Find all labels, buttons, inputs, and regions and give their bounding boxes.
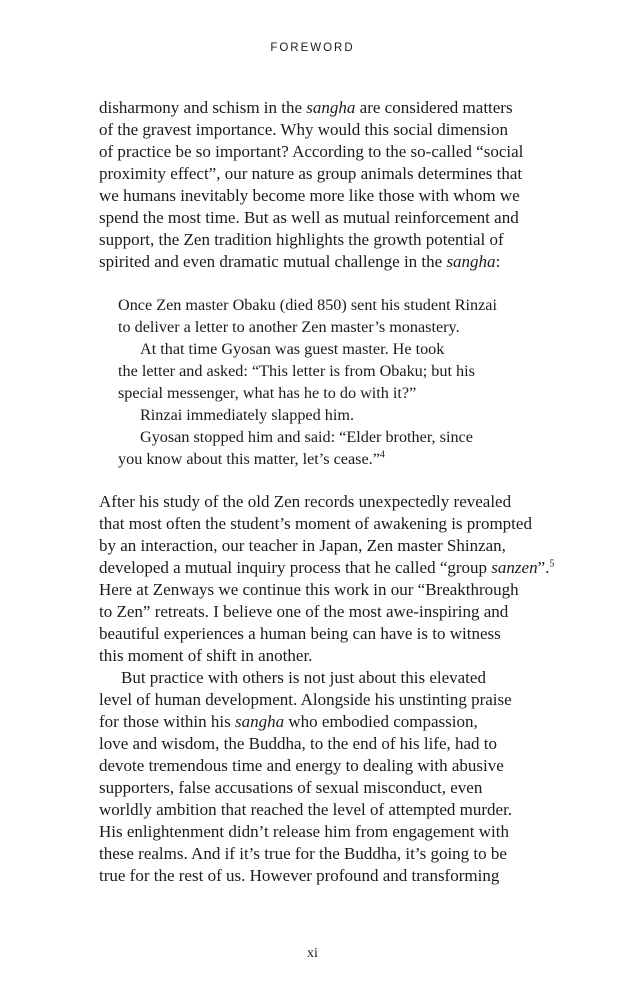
paragraph-2 [99,491,555,667]
text-line: disharmony and schism in the sangha are considered matters [99,98,513,117]
text-line: to Zen” retreats. I believe one of the most awe-inspiring and [99,602,509,621]
page-number: xi [307,946,318,961]
text-line: for those within his sangha who embodied compassion, [99,712,478,731]
quote-line: special messenger, what has he to do with it?” [118,384,417,402]
quote-line: Rinzai immediately slapped him. [140,406,354,424]
text-line: But practice with others is not just about this elevated [121,668,486,687]
text-line: true for the rest of us. However profound and transforming [99,866,500,885]
text-line: Here at Zenways we continue this work in our “Breakthrough [99,580,519,599]
quote-line: Gyosan stopped him and said: “Elder brother, since [140,428,473,446]
quote-line: the letter and asked: “This letter is from Obaku; but his [118,362,475,380]
text-line: developed a mutual inquiry process that he called “group sanzen”.$^5$ [99,558,555,577]
quote-line: you know about this matter, let’s cease.”$^4$ [118,449,385,468]
text-line: this moment of shift in another. [99,646,313,665]
body-text [99,97,555,887]
quote-line: Once Zen master Obaku (died 850) sent his student Rinzai [118,296,497,314]
text-line: of the gravest importance. Why would this social dimension [99,120,509,139]
text-line: by an interaction, our teacher in Japan, Zen master Shinzan, [99,536,506,555]
block-quote [99,294,539,470]
quote-line: At that time Gyosan was guest master. He took [140,340,445,358]
text-line: After his study of the old Zen records unexpectedly revealed [99,492,512,511]
text-line: worldly ambition that reached the level of attempted murder. [99,800,513,819]
paragraph-1 [99,97,539,273]
text-line: spend the most time. But as well as mutual reinforcement and [99,208,519,227]
quote-line: to deliver a letter to another Zen master’s monastery. [118,318,460,336]
text-line: supporters, false accusations of sexual misconduct, even [99,778,483,797]
text-line: beautiful experiences a human being can have is to witness [99,624,501,643]
text-line: these realms. And if it’s true for the Buddha, it’s going to be [99,844,507,863]
paragraph-3 [99,667,539,887]
running-head: FOREWORD [270,42,355,54]
text-line: spirited and even dramatic mutual challenge in the sangha: [99,252,501,271]
text-line: His enlightenment didn’t release him from engagement with [99,822,509,841]
text-line: proximity effect”, our nature as group animals determines that [99,164,523,183]
text-line: love and wisdom, the Buddha, to the end of his life, had to [99,734,498,753]
text-line: that most often the student’s moment of awakening is prompted [99,514,532,533]
text-line: support, the Zen tradition highlights the growth potential of [99,230,504,249]
text-line: we humans inevitably become more like those with whom we [99,186,520,205]
footnote-marker: 4 [379,449,385,461]
footnote-marker: 5 [549,558,555,570]
text-line: devote tremendous time and energy to dealing with abusive [99,756,504,775]
text-line: of practice be so important? According to the so-called “social [99,142,524,161]
text-line: level of human development. Alongside his unstinting praise [99,690,512,709]
